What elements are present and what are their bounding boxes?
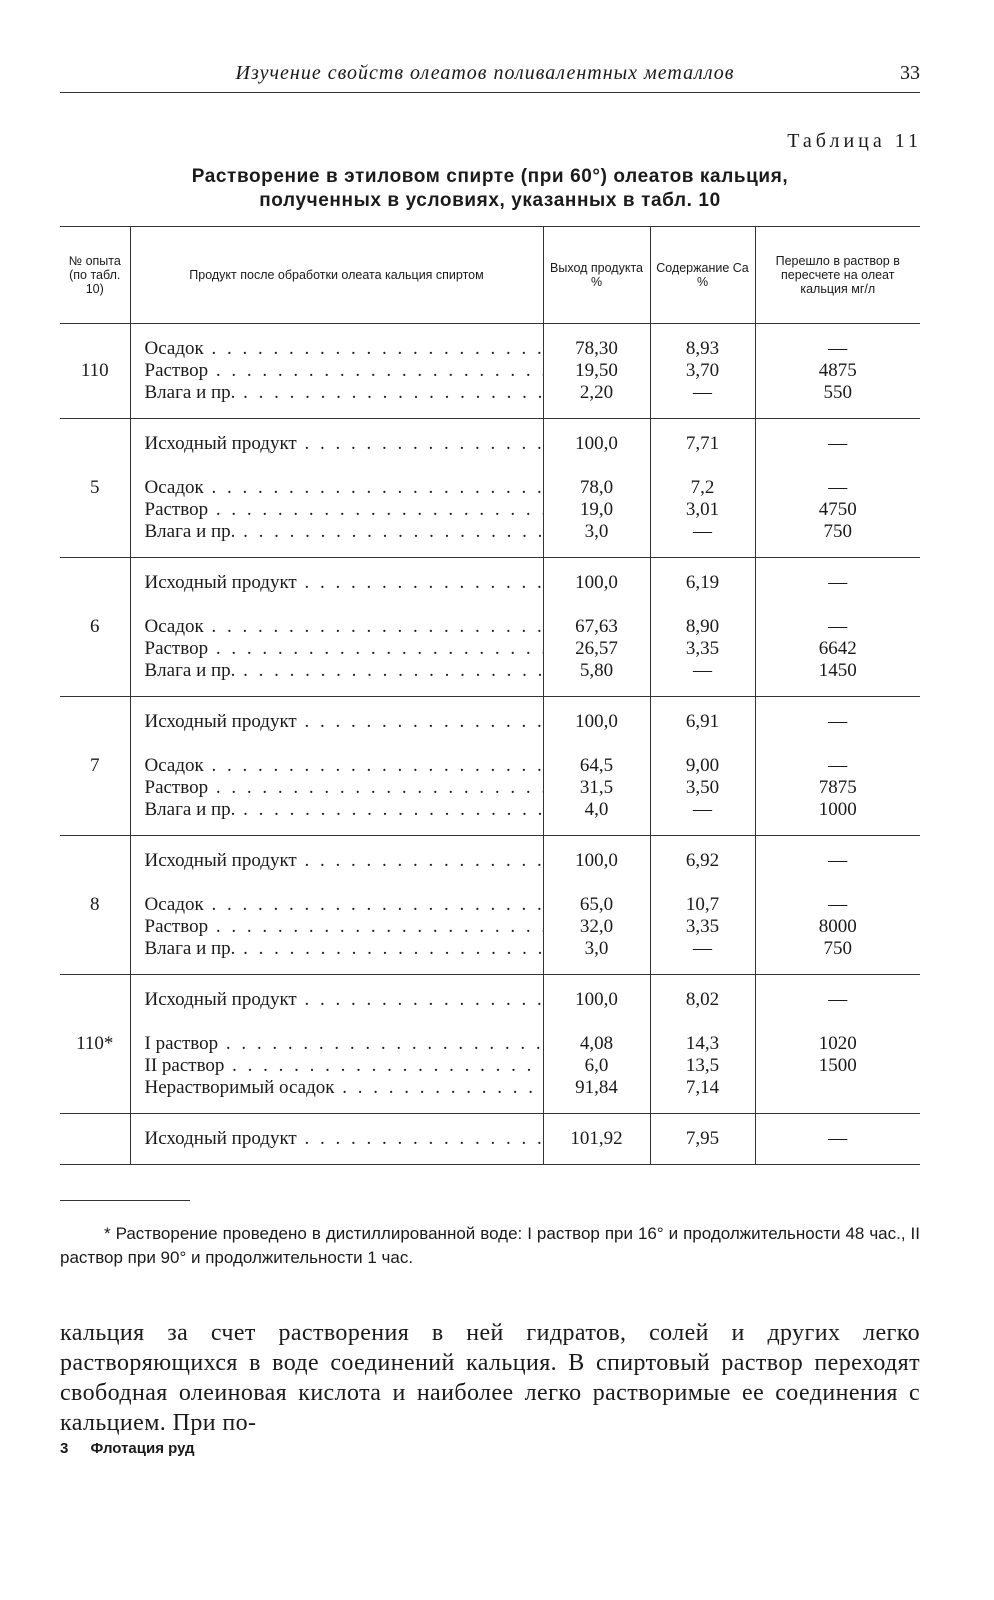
cell-value: — bbox=[828, 338, 848, 359]
dissolved-cell bbox=[755, 324, 920, 419]
cell-value: 1500 bbox=[818, 1055, 857, 1076]
cell-value bbox=[544, 594, 650, 616]
experiment-number: 8 bbox=[60, 836, 130, 975]
cell-value bbox=[651, 872, 755, 894]
product-name: Исходный продукт . . . bbox=[145, 572, 543, 594]
cell-value bbox=[756, 872, 921, 894]
cell-value bbox=[756, 1077, 921, 1099]
product-name: Влага и пр. . . . bbox=[145, 799, 543, 821]
product-name: Влага и пр. . . . bbox=[145, 382, 543, 404]
product-name: Исходный продукт . . . bbox=[145, 989, 543, 1011]
table-row bbox=[60, 1114, 920, 1165]
experiment-number: 6 bbox=[60, 558, 130, 697]
cell-value: 2,20 bbox=[579, 382, 614, 403]
ca-content-cell bbox=[650, 324, 755, 419]
product-name: Влага и пр. . . . bbox=[145, 521, 543, 543]
cell-value: — bbox=[693, 938, 712, 959]
cell-value: — bbox=[828, 616, 848, 637]
cell-value bbox=[544, 733, 650, 755]
cell-value: 750 bbox=[823, 938, 852, 959]
cell-value: 19,0 bbox=[579, 499, 614, 520]
cell-value: 6,19 bbox=[685, 572, 720, 593]
cell-value: 3,35 bbox=[685, 916, 720, 937]
product-name: I раствор . . . bbox=[145, 1033, 543, 1055]
body-paragraph: кальция за счет растворения в ней гидратов, солей и других легко растворяющихся в воде соединений кальция. В спиртовый раствор переходят свободная олеиновая кислота и наиболее легко растворимые ее соединения с кальцием. При по- bbox=[60, 1320, 920, 1436]
table-row bbox=[60, 419, 920, 558]
product-name: Раствор . . . bbox=[145, 360, 543, 382]
table-header-row bbox=[60, 227, 920, 324]
cell-value: 100,0 bbox=[575, 850, 618, 871]
cell-value: — bbox=[828, 894, 848, 915]
cell-value: 3,01 bbox=[685, 499, 720, 520]
ca-content-cell bbox=[650, 975, 755, 1114]
product-cell bbox=[130, 697, 543, 836]
yield-cell bbox=[543, 419, 650, 558]
cell-value: 101,92 bbox=[570, 1128, 623, 1149]
product-name: Осадок . . . bbox=[145, 338, 543, 360]
product-name: Раствор . . . bbox=[145, 916, 543, 938]
product-name: Влага и пр. . . . bbox=[145, 660, 543, 682]
col-header-product: Продукт после обработки олеата кальция спиртом bbox=[130, 227, 543, 324]
ca-content-cell bbox=[650, 558, 755, 697]
cell-value: 67,63 bbox=[575, 616, 618, 637]
cell-value: 3,35 bbox=[685, 638, 720, 659]
table-row bbox=[60, 836, 920, 975]
dissolved-cell bbox=[755, 697, 920, 836]
cell-value: — bbox=[828, 477, 848, 498]
cell-value: — bbox=[828, 572, 848, 593]
table-row bbox=[60, 975, 920, 1114]
ca-content-cell bbox=[650, 1114, 755, 1165]
product-name: Исходный продукт . . . bbox=[145, 850, 543, 872]
product-name bbox=[145, 455, 543, 477]
cell-value: 6,91 bbox=[685, 711, 720, 732]
cell-value: — bbox=[693, 660, 712, 681]
product-name bbox=[145, 872, 543, 894]
cell-value: 8,02 bbox=[685, 989, 720, 1010]
table-row bbox=[60, 558, 920, 697]
table-label: Таблица 11 bbox=[787, 130, 922, 152]
cell-value: 7,95 bbox=[685, 1128, 720, 1149]
product-name bbox=[145, 594, 543, 616]
cell-value: 100,0 bbox=[575, 989, 618, 1010]
cell-value: — bbox=[693, 382, 712, 403]
table-footnote: * Растворение проведено в дистиллированной воде: I раствор при 16° и продолжительности 48 час., II раствор при 90° и продолжительности 1 час. bbox=[60, 1224, 920, 1267]
product-name: Осадок . . . bbox=[145, 477, 543, 499]
product-cell bbox=[130, 975, 543, 1114]
product-cell bbox=[130, 324, 543, 419]
cell-value: 6,92 bbox=[685, 850, 720, 871]
cell-value: 750 bbox=[823, 521, 852, 542]
data-table bbox=[60, 226, 920, 1165]
cell-value: 8000 bbox=[818, 916, 857, 937]
experiment-number: 7 bbox=[60, 697, 130, 836]
cell-value: 8,90 bbox=[685, 616, 720, 637]
header-rule bbox=[60, 92, 920, 93]
product-name: Исходный продукт . . . bbox=[145, 711, 543, 733]
cell-value: 14,3 bbox=[685, 1033, 720, 1054]
cell-value: 4,0 bbox=[584, 799, 609, 820]
col-header-yield: Выход продукта % bbox=[543, 227, 650, 324]
cell-value bbox=[651, 594, 755, 616]
cell-value: — bbox=[693, 521, 712, 542]
cell-value: 100,0 bbox=[575, 572, 618, 593]
col-header-dissolved: Перешло в раствор в пересчете на олеат кальция мг/л bbox=[755, 227, 920, 324]
signature-mark: 3 bbox=[60, 1440, 69, 1457]
product-name: Нерастворимый осадок . . . bbox=[145, 1077, 543, 1099]
product-name: II раствор . . . bbox=[145, 1055, 543, 1077]
cell-value: 78,30 bbox=[575, 338, 618, 359]
product-cell bbox=[130, 1114, 543, 1165]
cell-value: 7875 bbox=[818, 777, 857, 798]
running-title: Изучение свойств олеатов поливалентных металлов bbox=[235, 62, 735, 84]
cell-value bbox=[544, 1011, 650, 1033]
cell-value: 100,0 bbox=[575, 433, 618, 454]
cell-value: 8,93 bbox=[685, 338, 720, 359]
cell-value bbox=[651, 1011, 755, 1033]
col-header-experiment: № опыта (по табл. 10) bbox=[60, 227, 130, 324]
cell-value bbox=[651, 733, 755, 755]
ca-content-cell bbox=[650, 836, 755, 975]
running-header bbox=[60, 58, 920, 98]
cell-value: 1450 bbox=[818, 660, 857, 681]
product-cell bbox=[130, 836, 543, 975]
footnote-rule bbox=[60, 1200, 190, 1201]
product-cell bbox=[130, 558, 543, 697]
product-name: Раствор . . . bbox=[145, 777, 543, 799]
cell-value: — bbox=[828, 755, 848, 776]
product-name: Исходный продукт . . . bbox=[145, 1128, 543, 1150]
caption-line-2: полученных в условиях, указанных в табл. 10 bbox=[259, 190, 721, 211]
cell-value: 19,50 bbox=[575, 360, 618, 381]
cell-value: 9,00 bbox=[685, 755, 720, 776]
cell-value: 91,84 bbox=[575, 1077, 618, 1098]
cell-value bbox=[756, 1011, 921, 1033]
product-name bbox=[145, 733, 543, 755]
yield-cell bbox=[543, 558, 650, 697]
cell-value: 7,14 bbox=[685, 1077, 720, 1098]
cell-value: 26,57 bbox=[575, 638, 618, 659]
dissolved-cell bbox=[755, 419, 920, 558]
cell-value: — bbox=[828, 850, 848, 871]
experiment-number: 5 bbox=[60, 419, 130, 558]
cell-value: — bbox=[828, 711, 848, 732]
footer-label: Флотация руд bbox=[90, 1440, 195, 1457]
dissolved-cell bbox=[755, 836, 920, 975]
table-row bbox=[60, 324, 920, 419]
product-name: Осадок . . . bbox=[145, 616, 543, 638]
cell-value bbox=[756, 594, 921, 616]
ca-content-cell bbox=[650, 419, 755, 558]
experiment-number: 110* bbox=[60, 975, 130, 1114]
cell-value: 5,80 bbox=[579, 660, 614, 681]
product-name: Осадок . . . bbox=[145, 755, 543, 777]
cell-value: 6642 bbox=[818, 638, 857, 659]
product-name: Осадок . . . bbox=[145, 894, 543, 916]
cell-value: 3,70 bbox=[685, 360, 720, 381]
product-name: Влага и пр. . . . bbox=[145, 938, 543, 960]
cell-value: — bbox=[828, 1128, 848, 1149]
cell-value bbox=[544, 872, 650, 894]
experiment-number bbox=[60, 1114, 130, 1165]
yield-cell bbox=[543, 836, 650, 975]
cell-value: 4750 bbox=[818, 499, 857, 520]
yield-cell bbox=[543, 975, 650, 1114]
experiment-number: 110 bbox=[60, 324, 130, 419]
cell-value: 32,0 bbox=[579, 916, 614, 937]
table-caption bbox=[100, 165, 880, 213]
cell-value: 550 bbox=[823, 382, 852, 403]
cell-value bbox=[756, 455, 921, 477]
page-footer bbox=[60, 1440, 195, 1457]
product-name: Исходный продукт . . . bbox=[145, 433, 543, 455]
dissolved-cell bbox=[755, 975, 920, 1114]
cell-value: 64,5 bbox=[579, 755, 614, 776]
cell-value: 3,50 bbox=[685, 777, 720, 798]
yield-cell bbox=[543, 324, 650, 419]
col-header-ca-content: Содержание Ca % bbox=[650, 227, 755, 324]
product-name bbox=[145, 1011, 543, 1033]
cell-value: 1020 bbox=[818, 1033, 857, 1054]
cell-value bbox=[756, 733, 921, 755]
cell-value: 7,71 bbox=[685, 433, 720, 454]
cell-value: 4875 bbox=[818, 360, 857, 381]
cell-value: 3,0 bbox=[584, 938, 609, 959]
cell-value: 7,2 bbox=[690, 477, 715, 498]
cell-value: 3,0 bbox=[584, 521, 609, 542]
caption-line-1: Растворение в этиловом спирте (при 60°) олеатов кальция, bbox=[191, 166, 789, 187]
cell-value: — bbox=[693, 799, 712, 820]
cell-value: 31,5 bbox=[579, 777, 614, 798]
product-cell bbox=[130, 419, 543, 558]
dissolved-cell bbox=[755, 1114, 920, 1165]
cell-value bbox=[651, 455, 755, 477]
cell-value: 65,0 bbox=[579, 894, 614, 915]
ca-content-cell bbox=[650, 697, 755, 836]
yield-cell bbox=[543, 697, 650, 836]
cell-value: 78,0 bbox=[579, 477, 614, 498]
product-name: Раствор . . . bbox=[145, 638, 543, 660]
cell-value: 10,7 bbox=[685, 894, 720, 915]
cell-value: 100,0 bbox=[575, 711, 618, 732]
cell-value: — bbox=[828, 433, 848, 454]
cell-value: — bbox=[828, 989, 848, 1010]
product-name: Раствор . . . bbox=[145, 499, 543, 521]
yield-cell bbox=[543, 1114, 650, 1165]
cell-value: 6,0 bbox=[584, 1055, 609, 1076]
cell-value: 4,08 bbox=[579, 1033, 614, 1054]
page-number: 33 bbox=[900, 62, 920, 84]
table-row bbox=[60, 697, 920, 836]
cell-value: 13,5 bbox=[685, 1055, 720, 1076]
cell-value bbox=[544, 455, 650, 477]
cell-value: 1000 bbox=[818, 799, 857, 820]
dissolved-cell bbox=[755, 558, 920, 697]
